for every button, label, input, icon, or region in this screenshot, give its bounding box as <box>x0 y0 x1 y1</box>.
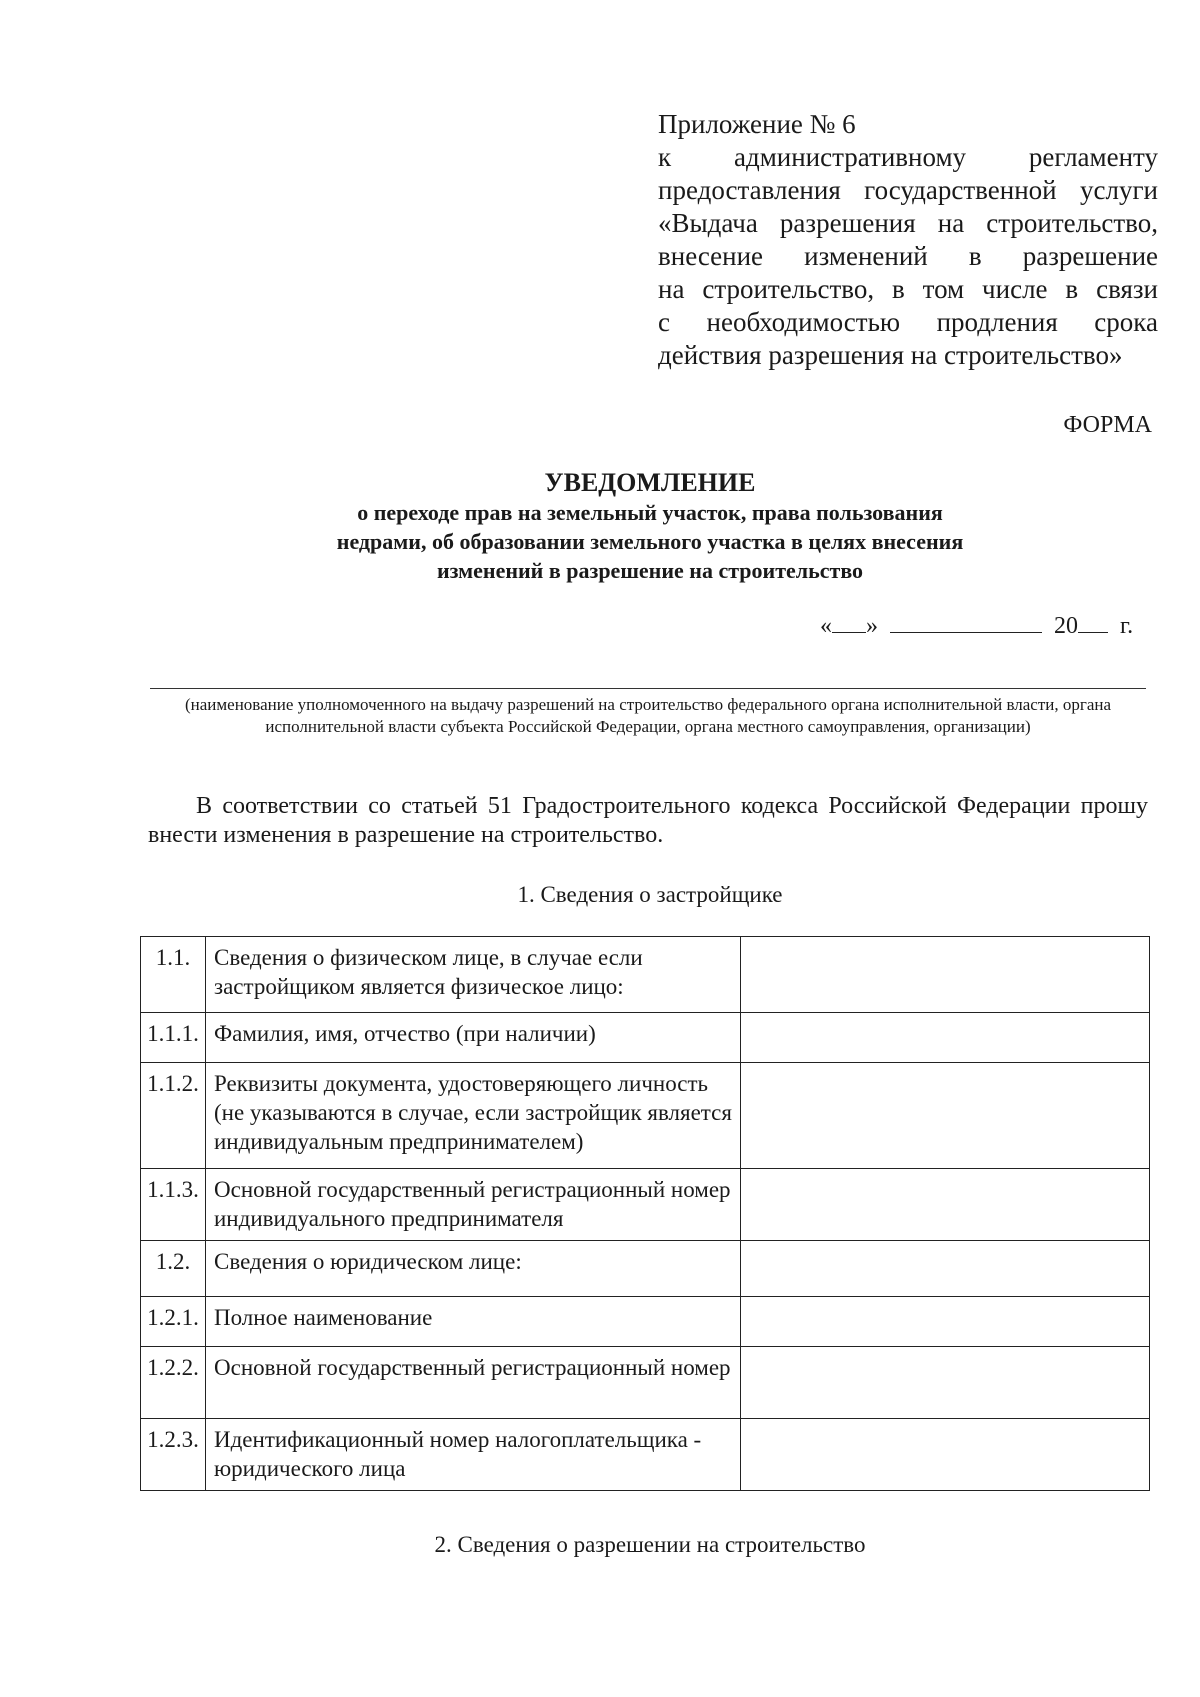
appendix-line: «Выдача разрешения на строительство, <box>658 208 1158 238</box>
row-number: 1.2.1. <box>141 1297 206 1347</box>
document-title: УВЕДОМЛЕНИЕ <box>544 468 756 497</box>
date-close-quote: » <box>866 613 878 639</box>
subtitle-line: недрами, об образовании земельного участка в целях внесения <box>336 529 964 554</box>
row-value-cell[interactable] <box>741 1241 1150 1297</box>
row-label: Основной государственный регистрационный номер <box>206 1347 741 1419</box>
row-number: 1.1. <box>141 937 206 1013</box>
table-row <box>141 1347 1150 1419</box>
row-label: Сведения о юридическом лице: <box>206 1241 741 1297</box>
row-label: Сведения о физическом лице, в случае если застройщиком является физическое лицо: <box>206 937 741 1013</box>
table-row <box>141 1063 1150 1169</box>
row-value-cell[interactable] <box>741 1419 1150 1491</box>
table-row <box>141 1241 1150 1297</box>
row-number: 1.1.3. <box>141 1169 206 1241</box>
appendix-header <box>658 108 1158 372</box>
date-field <box>820 612 1133 640</box>
org-name-field[interactable] <box>150 688 1146 689</box>
appendix-line: к административному регламенту <box>658 142 1158 172</box>
appendix-line: предоставления государственной услуги <box>658 175 1158 205</box>
table-row <box>141 1013 1150 1063</box>
row-label: Основной государственный регистрационный номер индивидуального предпринимателя <box>206 1169 741 1241</box>
day-blank[interactable] <box>832 612 866 633</box>
date-open-quote: « <box>820 613 832 639</box>
row-number: 1.2.3. <box>141 1419 206 1491</box>
row-number: 1.1.1. <box>141 1013 206 1063</box>
row-label: Фамилия, имя, отчество (при наличии) <box>206 1013 741 1063</box>
section-2-title: 2. Сведения о разрешении на строительство <box>434 1532 866 1557</box>
row-value-cell[interactable] <box>741 1169 1150 1241</box>
year-suffix: г. <box>1120 613 1134 639</box>
document-subtitle <box>150 498 1150 585</box>
appendix-number: Приложение № 6 <box>658 109 856 139</box>
org-name-caption: (наименование уполномоченного на выдачу разрешений на строительство федерального органа исполнительной власти, органа исполнительной власти субъекта Российской Федерации, органа местного самоуправления, организации) <box>184 695 1112 736</box>
appendix-line: с необходимостью продления срока <box>658 307 1158 337</box>
row-value-cell[interactable] <box>741 1347 1150 1419</box>
table-row <box>141 1169 1150 1241</box>
intro-paragraph: В соответствии со статьей 51 Градостроительного кодекса Российской Федерации прошу внести изменения в разрешение на строительство. <box>148 793 1148 848</box>
row-value-cell[interactable] <box>741 1013 1150 1063</box>
row-value-cell[interactable] <box>741 1297 1150 1347</box>
row-value-cell[interactable] <box>741 1063 1150 1169</box>
year-prefix: 20 <box>1054 613 1078 639</box>
row-number: 1.2.2. <box>141 1347 206 1419</box>
row-label: Идентификационный номер налогоплательщика - юридического лица <box>206 1419 741 1491</box>
row-number: 1.2. <box>141 1241 206 1297</box>
appendix-line: внесение изменений в разрешение <box>658 241 1158 271</box>
developer-info-table <box>140 936 1150 1491</box>
month-blank[interactable] <box>890 612 1042 633</box>
row-label: Реквизиты документа, удостоверяющего личность (не указываются в случае, если застройщик является индивидуальным предпринимателем) <box>206 1063 741 1169</box>
row-number: 1.1.2. <box>141 1063 206 1169</box>
form-label: ФОРМА <box>1063 412 1152 438</box>
subtitle-line: о переходе прав на земельный участок, права пользования <box>357 500 943 525</box>
appendix-line: действия разрешения на строительство» <box>658 340 1123 370</box>
row-value-cell[interactable] <box>741 937 1150 1013</box>
row-label: Полное наименование <box>206 1297 741 1347</box>
table-row <box>141 937 1150 1013</box>
appendix-line: на строительство, в том числе в связи <box>658 274 1158 304</box>
section-1-title: 1. Сведения о застройщике <box>517 882 783 907</box>
table-row <box>141 1419 1150 1491</box>
year-blank[interactable] <box>1078 612 1108 633</box>
table-row <box>141 1297 1150 1347</box>
subtitle-line: изменений в разрешение на строительство <box>436 558 864 583</box>
